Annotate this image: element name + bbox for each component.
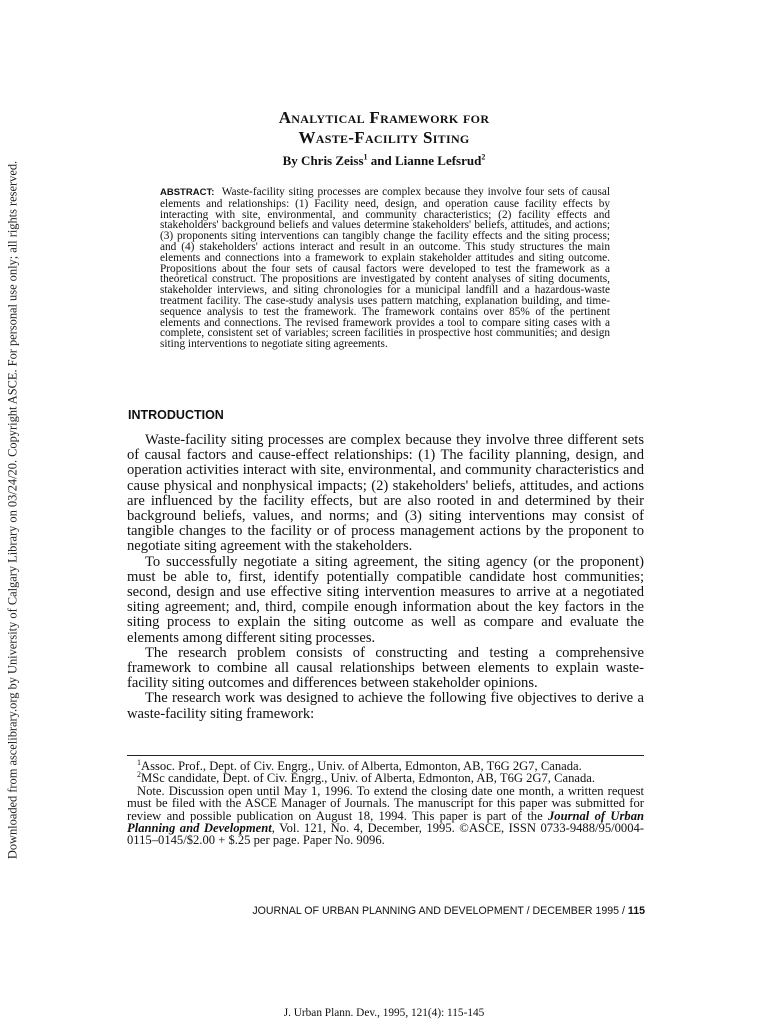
abstract [160,187,610,350]
footnote-divider [127,755,644,756]
footnote-1: $^1$Assoc. Prof., Dept. of Civ. Engrg., Univ. of Alberta, Edmonton, AB, T6G 2G7, Canada. [137,757,582,773]
author-2-affil: 2 [481,152,486,162]
body-paragraph: Waste-facility siting processes are complex because they involve three different sets of causal factors and cause-effect relationships: (1) The facility planning, design, and operation activities interact with site, environmental, and community characteristics and cause physical and nonphysical impacts; (2) stakeholders' beliefs, attitudes, and actions are influenced by the facility effects, but are also rooted in and determined by their background beliefs, values, and norms; and (3) siting interventions may consist of tangible changes to the facility or of process management actions by the proponent to negotiate siting agreement with the stakeholders. [127,432,644,555]
author-2: and Lianne Lefsrud [367,153,482,168]
footnote-1-marker: 1 [137,757,141,767]
footnote-2-marker: 2 [137,770,141,780]
footnote-2: $^2$MSc candidate, Dept. of Civ. Engrg., Univ. of Alberta, Edmonton, AB, T6G 2G7, Canada. [137,770,596,786]
body-paragraph: To successfully negotiate a siting agreement, the siting agency (or the proponent) must be able to, first, identify potentially compatible candidate host communities; second, design and use effective siting intervention measures to arrive at a negotiated siting agreement; and, third, compile enough information about the key factors in the siting process to explain the siting outcome as well as compare and evaluate the elements among different siting processes. [127,553,644,646]
paper-title-line1: Analytical Framework for [278,108,490,127]
citation: J. Urban Plann. Dev., 1995, 121(4): 115-145 [283,1007,485,1019]
abstract-text: Waste-facility siting processes are complex because they involve four sets of causal elements and relationships: (1) Facility need, design, and operation cause facility effects by interacting with site, environmental, and community characteristics; (2) facility effects and stakeholders' background beliefs and values determine stakeholders' beliefs, attitudes, and actions; (3) proponents siting interventions can tangibly change the facility effects and the siting process; and (4) stakeholders' actions interact and result in an outcome. This study structures the main elements and connections into a framework to explain stakeholder attitudes and siting outcome. Propositions about the four sets of causal factors were developed to test the framework as a theoretical construct. The propositions are investigated by content analyses of siting documents, stakeholder interviews, and siting chronologies for a municipal landfill and a hazardous-waste treatment facility. The case-study analysis uses pattern matching, explanation building, and time-sequence analysis to test the framework. The framework contains over 85% of the pertinent elements and connections. The revised framework provides a tool to compare siting cases with a complete, consistent set of variables; screen facilities in prospective host communities; and design siting interventions to negotiate siting agreements. [160,186,611,351]
running-footer [173,905,645,917]
footnotes [127,757,644,848]
author-1: By Chris Zeiss [282,153,364,168]
body-paragraph: The research work was designed to achieve the following five objectives to derive a waste-facility siting framework: [127,690,644,722]
body-text [127,433,644,722]
body-paragraph: The research problem consists of constructing and testing a comprehensive framework to combine all causal relationships between elements to explain waste-facility siting outcomes and differences between stakeholder opinions. [127,644,644,692]
download-notice-text: Downloaded from ascelibrary.org by University of Calgary Library on 03/24/20. Copyright ASCE. For personal use only; all rights reserved. [5,160,20,860]
section-heading-introduction: INTRODUCTION [128,408,224,422]
download-notice [4,160,22,860]
abstract-label: ABSTRACT: [160,187,215,198]
journal-name: Journal of Urban Planning and Development [127,808,644,836]
running-footer-text: JOURNAL OF URBAN PLANNING AND DEVELOPMENT / DECEMBER 1995 / [252,905,628,917]
authors [0,153,768,169]
paper-title-line2: Waste-Facility Siting [298,128,470,147]
author-1-affil: 1 [363,152,368,162]
footnote-note: Note. Discussion open until May 1, 1996. To extend the closing date one month, a written request must be filed with the ASCE Manager of Journals. The manuscript for this paper was submitted for review and possible publication on August 18, 1994. This paper is part of the Journal of Urban Planning and Development, Vol. 121, No. 4, December, 1995. ©ASCE, ISSN 0733-9488/95/0004-0115–0145/$2.00 + $.25 per page. Paper No. 9096. [127,783,644,848]
page-number: 115 [627,905,645,917]
